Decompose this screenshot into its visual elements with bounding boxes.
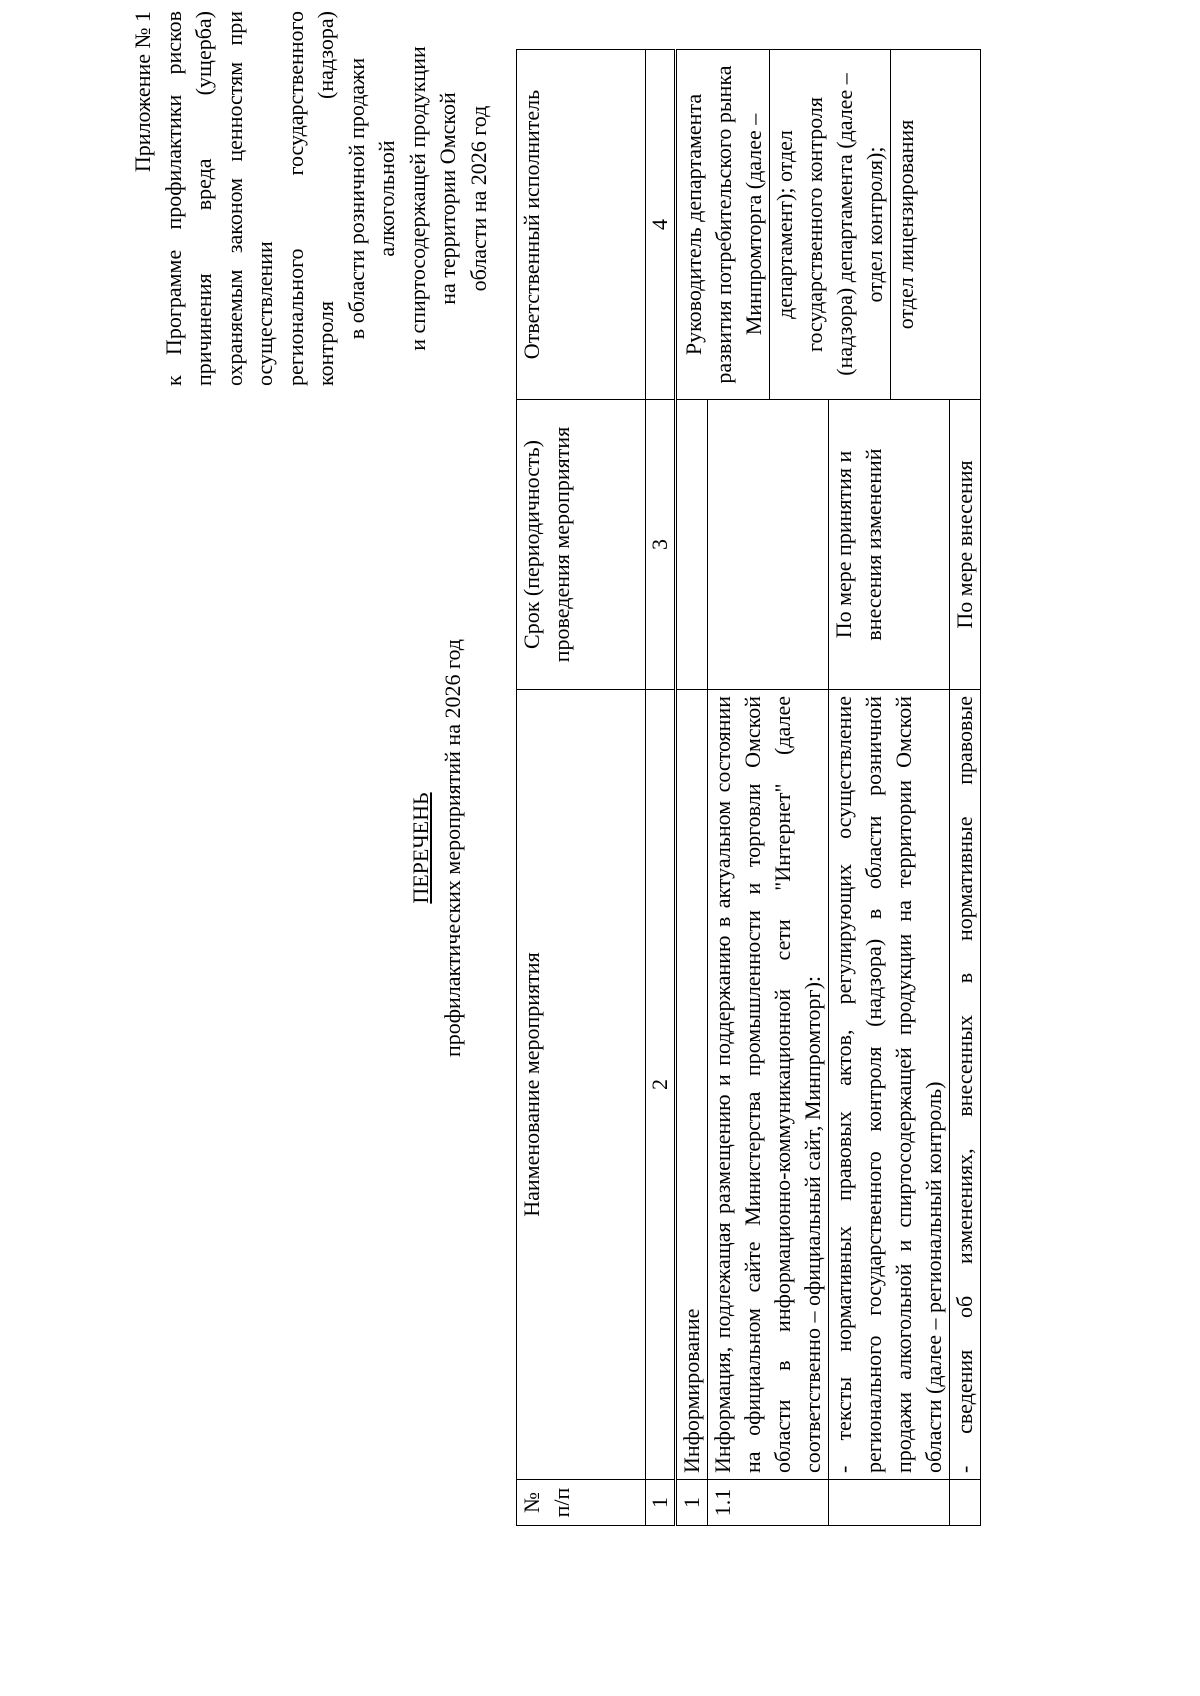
table-header-row — [517, 50, 646, 1526]
section-num: 1 — [676, 1480, 708, 1526]
executor-part3: отдел лицензирования — [893, 119, 918, 330]
column-number: 1 — [646, 1480, 676, 1526]
header-name: Наименование мероприятия — [517, 690, 646, 1480]
appendix-line: регионального государственного контроля (надзора) — [282, 11, 338, 386]
item-a-text: - тексты нормативных правовых актов, регулирующих осуществление регионального государственного контроля (надзора) в области розничной продажи алкогольной и спиртосодержащей продукции на территории Омской области (далее – региональный контроль) — [829, 690, 950, 1480]
row-period — [708, 400, 829, 690]
appendix-line: к Программе профилактики рисков причинения вреда (ущерба) — [160, 11, 216, 386]
appendix-line: и спиртосодержащей продукции — [404, 46, 430, 351]
header-executor: Ответственный исполнитель — [517, 50, 646, 400]
item-b-period: По мере внесения — [950, 400, 981, 690]
section-row — [676, 50, 708, 1526]
appendix-line: в области розничной продажи алкогольной — [343, 57, 399, 340]
column-numbers-row — [646, 50, 676, 1526]
document-title — [405, 0, 469, 1696]
executor-part1: Руководитель департамента развития потребительского рынка Минпромторга (далее – — [677, 50, 770, 399]
item-b-text: - сведения об изменениях, внесенных в нормативные правовые — [950, 690, 981, 1480]
executor-cell — [676, 50, 981, 400]
measures-table — [516, 49, 981, 1526]
row-text: Информация, подлежащая размещению и поддержанию в актуальном состоянии на официальном сайте Министерства промышленности и торговли Омской области в информационно-коммуникационной сети "Интернет" (далее соответственно – официальный сайт, Минпромторг): — [708, 690, 829, 1480]
appendix-line: на территории Омской — [435, 92, 460, 305]
section-period — [676, 400, 708, 690]
appendix-line: охраняемым законом ценностям при осуществлении — [221, 11, 277, 386]
row-num — [950, 1480, 981, 1526]
column-number: 4 — [646, 50, 676, 400]
executor-part2: департамент); отдел государственного контроля (надзора) департамента (далее – отдел контроля); — [770, 50, 891, 399]
row-num: 1.1 — [708, 1480, 829, 1526]
title-subtitle: профилактических мероприятий на 2026 год — [440, 638, 465, 1058]
title-main: ПЕРЕЧЕНЬ — [408, 792, 433, 904]
column-number: 2 — [646, 690, 676, 1480]
item-a-period: По мере принятия и внесения изменений — [829, 400, 950, 690]
appendix-line: Приложение № 1 — [130, 11, 155, 173]
appendix-line: области на 2026 год — [465, 105, 491, 292]
column-number: 3 — [646, 400, 676, 690]
header-period: Срок (периодичность) проведения мероприятия — [517, 400, 646, 690]
section-name: Информирование — [676, 690, 708, 1480]
header-num: № п/п — [517, 1480, 646, 1526]
row-num — [829, 1480, 950, 1526]
